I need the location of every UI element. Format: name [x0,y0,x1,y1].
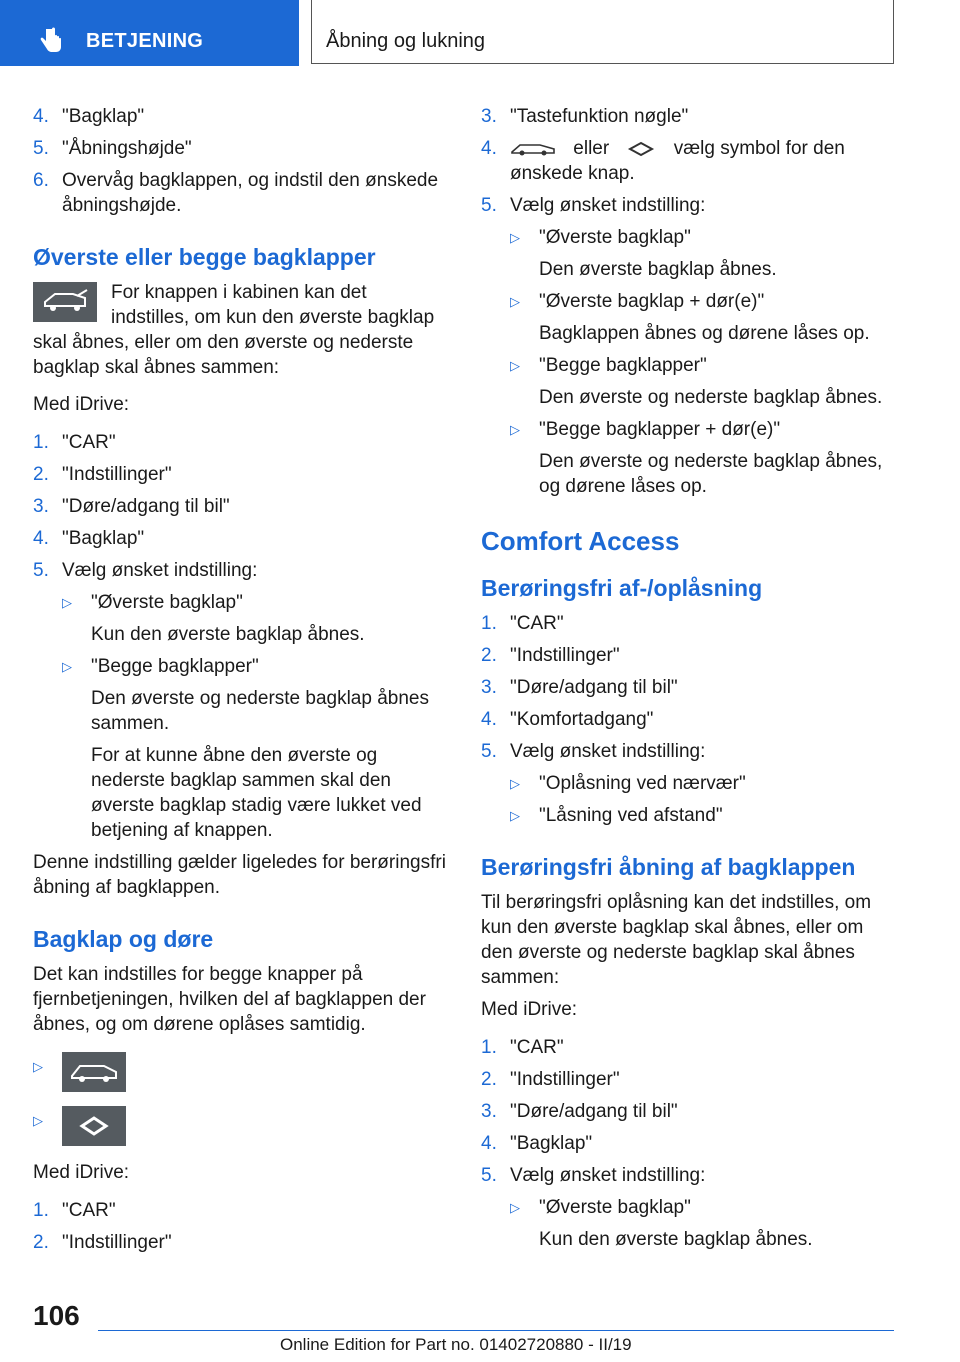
car-outline-icon [510,140,558,158]
bullet-item: ▷ "Låsning ved afstand" [510,805,723,826]
page-number: 106 [33,1300,80,1331]
diamond-arrow-icon [62,1106,126,1146]
paragraph-button: For knappen i kabinen kan det indstilles, om kun den øverste bagklap skal åbnes, eller om den øverste og nederste bagklap skal åbnes sammen: [33,282,435,378]
bullet-desc: Kun den øverste bagklap åbnes. [91,624,365,645]
bullet-desc: For at kunne åbne den øverste og nederste bagklap sammen skal den øverste bagklap stadig være lukket ved betjening af knappen. [91,745,422,841]
list-item: 5. Vælg ønsket indstilling: [481,1165,706,1186]
heading-touchless-open: Berøringsfri åbning af bagklappen [481,854,856,880]
list-item: 3. "Døre/adgang til bil" [481,677,678,698]
section-label: BETJENING [86,30,204,52]
paragraph-idrive: Med iDrive: [481,999,578,1020]
heading-door: Bagklap og døre [33,926,214,952]
section-tab [0,0,299,66]
list-item: 4. "Komfortadgang" [481,709,654,730]
paragraph-idrive: Med iDrive: [33,394,130,415]
bullet-desc: Bagklappen åbnes og dørene låses op. [539,323,870,344]
list-item: 3. "Døre/adgang til bil" [33,496,230,517]
paragraph-note: Denne indstilling gælder ligeledes for berøringsfri åbning af bagklappen. [33,852,446,898]
list-item: 2. "Indstillinger" [33,1232,172,1253]
heading-touchless: Berøringsfri af-/oplåsning [481,575,763,601]
list-item: 2. "Indstillinger" [481,645,620,666]
list-item: 4. eller vælg symbol for den ønskede knap. [481,138,845,184]
list-item: 4. "Bagklap" [33,106,145,127]
heading-comfort: Comfort Access [481,526,680,556]
paragraph-door: Det kan indstilles for begge knapper på fjernbetjeningen, hvilken del af bagklappen der åbnes, og om dørene oplåses samtidig. [33,964,426,1035]
bullet-icon-item: ▷ [33,1106,447,1146]
bullet-desc: Den øverste og nederste bagklap åbnes sammen. [91,688,429,734]
footer-edition: Online Edition for Part no. 01402720880 - II/19 [280,1335,632,1354]
bullet-item: ▷ "Begge bagklapper" [510,355,707,376]
list-item: 2. "Indstillinger" [481,1069,620,1090]
bullet-item: ▷ "Øverste bagklap + dør(e)" [510,291,765,312]
list-item: 1. "CAR" [481,1037,564,1058]
bullet-icon-item: ▷ [33,1052,447,1092]
bullet-item: ▷ "Begge bagklapper" [62,656,259,677]
page-title: Åbning og lukning [326,30,486,52]
bullet-item: ▷ "Oplåsning ved nærvær" [510,773,746,794]
list-item: 5. "Åbningshøjde" [33,138,192,159]
heading-top-both: Øverste eller begge bagklapper [33,244,376,270]
list-item: 1. "CAR" [33,432,116,453]
bullet-desc: Den øverste og nederste bagklap åbnes. [539,387,883,408]
list-item: 4. "Bagklap" [33,528,145,549]
bullet-desc: Den øverste bagklap åbnes. [539,259,777,280]
list-item: 5. Vælg ønsket indstilling: [33,560,258,581]
list-item: 4. "Bagklap" [481,1133,593,1154]
list-item: 6. Overvåg bagklappen, og indstil den ønskede åbningshøjde. [33,170,439,216]
list-item: 2. "Indstillinger" [33,464,172,485]
bullet-desc: Kun den øverste bagklap åbnes. [539,1229,813,1250]
list-item: 3. "Døre/adgang til bil" [481,1101,678,1122]
list-item: 1. "CAR" [33,1200,116,1221]
bullet-item: ▷ "Øverste bagklap" [510,227,691,248]
list-item: 5. Vælg ønsket indstilling: [481,741,706,762]
page-title-box [311,0,894,64]
list-item: 1. "CAR" [481,613,564,634]
footer-divider [98,1330,894,1331]
bullet-item: ▷ "Øverste bagklap" [510,1197,691,1218]
car-tailgate-open-icon [33,282,97,322]
bullet-desc: Den øverste og nederste bagklap åbnes, og dørene låses op. [539,451,883,497]
bullet-item: ▷ "Begge bagklapper + dør(e)" [510,419,781,440]
paragraph-touchless: Til berøringsfri oplåsning kan det indstilles, om kun den øverste bagklap skal åbnes, eller om den øverste og nederste bagklap skal åbnes sammen: [481,892,872,988]
right-column [481,104,899,1259]
paragraph-idrive: Med iDrive: [33,1162,130,1183]
diamond-arrow-icon [624,140,658,158]
bullet-item: ▷ "Øverste bagklap" [62,592,243,613]
left-column [33,104,447,1262]
hand-icon [40,27,62,53]
list-item: 5. Vælg ønsket indstilling: [481,195,706,216]
list-item: 3. "Tastefunktion nøgle" [481,106,689,127]
car-tailgate-icon [62,1052,126,1092]
